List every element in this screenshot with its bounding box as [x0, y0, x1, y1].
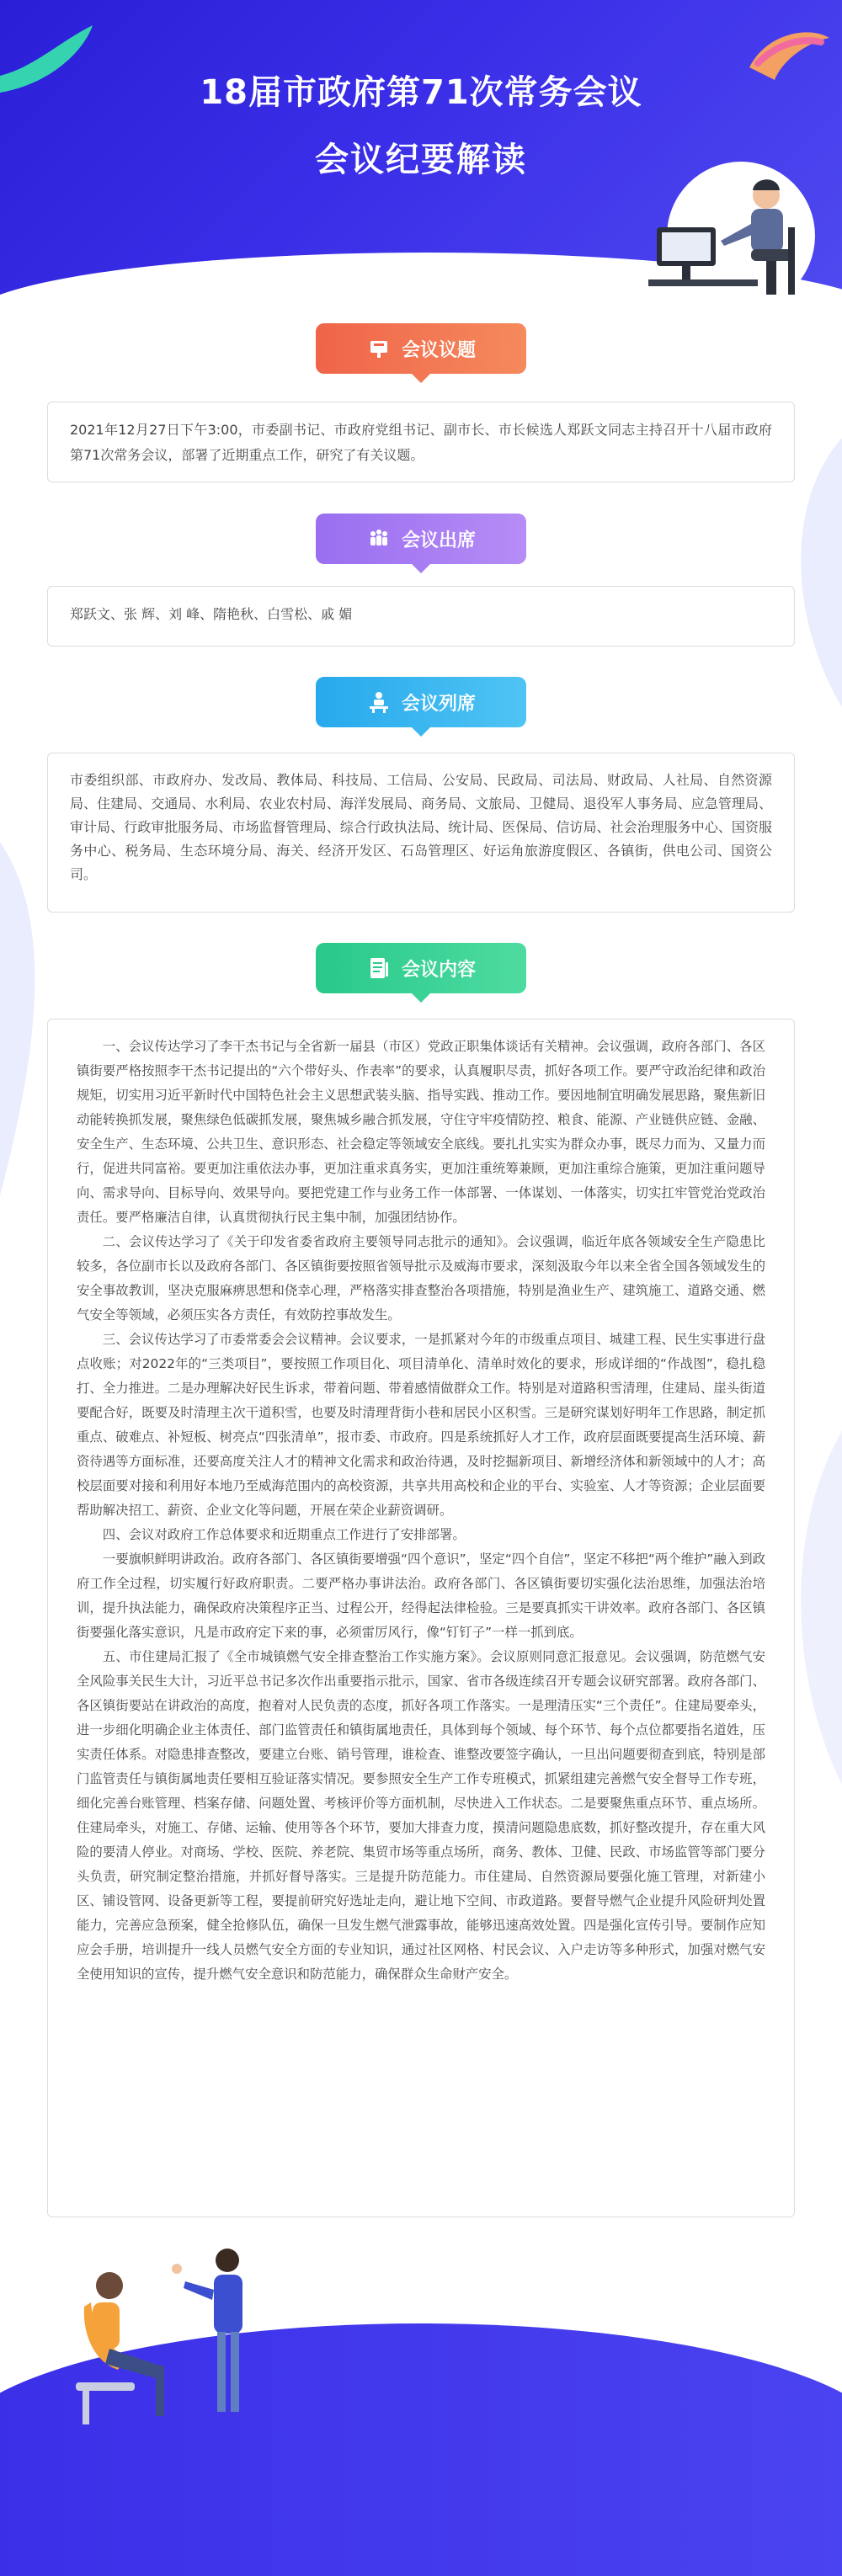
- topic-box: [47, 402, 795, 482]
- header-banner: [0, 0, 842, 311]
- left-blob-decoration: [0, 842, 51, 1195]
- content-box: [47, 1019, 795, 2217]
- section-header-content: [316, 943, 526, 993]
- section-title-attendees: 会议出席: [401, 530, 476, 551]
- section-title-content: 会议内容: [401, 959, 476, 981]
- footer-wave: [0, 2323, 842, 2576]
- section-header-topic: [316, 323, 526, 374]
- content-paragraph: 一、会议传达学习了李干杰书记与全省新一届县（市区）党政正职集体谈话有关精神。会议强调，政府各部门、各区镇街要严格按照李干杰书记提出的“六个带好头、作表率”的要求，认真履职尽责，抓好各项工作。要严守政治纪律和政治规矩，切实用习近平新时代中国特色社会主义思想武装头脑、指导实践、推动工作。要因地制宜明确发展思路，聚焦新旧动能转换抓发展，聚焦绿色低碳抓发展，聚焦城乡融合抓发展，守住守牢疫情防控、粮食、能源、产业链供应链、金融、安全生产、生态环境、公共卫生、意识形态、社会稳定等领域安全底线。要扎扎实实为群众办事，既尽力而为、又量力而行，促进共同富裕。要更加注重依法办事，更加注重求真务实，更加注重统筹兼顾，更加注重综合施策，更加注重问题导向、需求导向、目标导向、效果导向。要把党建工作与业务工作一体部署、一体谋划、一体落实，切实扛牢管党治党政治责任。要严格廉洁自律，认真贯彻执行民主集中制，加强团结协作。: [77, 1039, 765, 1225]
- content-paragraph: 一要旗帜鲜明讲政治。政府各部门、各区镇街要增强“四个意识”，坚定“四个自信”，坚定不移把“两个维护”融入到政府工作全过程，切实履行好政府职责。二要严格办事讲法治。政府各部门、各区镇街要切实强化法治思维，加强法治培训，提升执法能力，确保政府决策程序正当、过程公开，经得起法律检验。三是要真抓实干讲效率。政府各部门、各区镇街要强化落实意识，凡是市政府定下来的事，必须雷厉风行，像“钉钉子”一样一抓到底。: [77, 1551, 765, 1640]
- observers-text: 市委组织部、市政府办、发改局、教体局、科技局、工信局、公安局、民政局、司法局、财政局、人社局、自然资源局、住建局、交通局、水利局、农业农村局、海洋发展局、商务局、文旅局、卫健局、退役军人事务局、应急管理局、审计局、行政审批服务局、市场监督管理局、综合行政执法局、统计局、医保局、信访局、社会治理服务中心、国资服务中心、税务局、生态环境分局、海关、经济开发区、石岛管理区、好运角旅游度假区、各镇街，供电公司、国资公司。: [70, 772, 772, 882]
- attendees-box: [47, 586, 795, 647]
- topic-text: 2021年12月27日下午3:00，市委副书记、市政府党组书记、副市长、市长候选人郑跃文同志主持召开十八届市政府第71次常务会议，部署了近期重点工作，研究了有关议题。: [70, 422, 772, 463]
- presenter-icon: [366, 689, 392, 715]
- section-header-attendees: [316, 514, 526, 564]
- header-wave: [0, 253, 842, 311]
- content-paragraph: 五、市住建局汇报了《全市城镇燃气安全排查整治工作实施方案》。会议原则同意汇报意见。会议强调，防范燃气安全风险事关民生大计，习近平总书记多次作出重要指示批示，国家、省市各级连续召开专题会议研究部署。政府各部门、各区镇街要站在讲政治的高度，抱着对人民负责的态度，抓好各项工作落实。一是理清压实“三个责任”。住建局要牵头，进一步细化明确企业主体责任、部门监管责任和镇街属地责任，具体到每个领域、每个环节、每个点位都要指名道姓，压实责任体系。对隐患排查整改，要建立台账、销号管理，谁检查、谁整改要签字确认，一旦出问题要彻查到底，特别是部门监管责任与镇街属地责任要相互验证落实情况。要参照安全生产工作专班模式，抓紧组建完善燃气安全督导工作专班，细化完善台账管理、档案存储、问题处置、考核评价等方面机制，尽快进入工作状态。二是要聚焦重点环节、重点场所。住建局牵头，对施工、存储、运输、使用等各个环节，要加大排查力度，摸清问题隐患底数，抓好整改提升，存在重大风险的要清人停业。对商场、学校、医院、养老院、集贸市场等重点场所，商务、教体、卫健、民政、市场监管等部门要分头负责，研究制定整治措施，并抓好督导落实。三是提升防范能力。市住建局、自然资源局要强化施工管理，对新建小区、铺设管网、设备更新等工程，要提前研究好选址走向，避让地下空间、市政道路。要督导燃气企业提升风险研判处置能力，完善应急预案，健全抢修队伍，确保一旦发生燃气泄露事故，能够迅速高效处置。四是强化宣传引导。要制作应知应会手册，培训提升一线人员燃气安全方面的专业知识，通过社区网格、村民会议、入户走访等多种形式，加强对燃气安全使用知识的宣传，提升燃气安全意识和防范能力，确保群众生命财产安全。: [77, 1649, 765, 1982]
- people-icon: [366, 526, 392, 551]
- section-title-topic: 会议议题: [401, 339, 476, 361]
- page-subtitle: 会议纪要解读: [315, 141, 527, 179]
- section-header-observers: [316, 677, 526, 727]
- observers-box: [47, 753, 795, 913]
- content-paragraph: 三、会议传达学习了市委常委会会议精神。会议要求，一是抓紧对今年的市级重点项目、城建工程、民生实事进行盘点收账；对2022年的“三类项目”，要按照工作项目化、项目清单化、清单时效化的要求，形成详细的“作战图”，稳扎稳打、全力推进。二是办理解决好民生诉求，带着问题、带着感情做群众工作。特别是对道路积雪清理，住建局、崖头街道要配合好，既要及时清理主次干道积雪，也要及时清理背街小巷和居民小区积雪。三是研究谋划好明年工作思路，制定抓重点、破难点、补短板、树亮点“四张清单”，报市委、市政府。四是系统抓好人才工作，政府层面既要提高生活环境、薪资待遇等方面标准，还要高度关注人才的精神文化需求和政治待遇，及时挖掘新项目、新增经济体和新领域中的人才；高校层面要对接和利用好本地乃至威海范围内的高校资源，共享共用高校和企业的平台、实验室、人才等资源；企业层面要帮助解决招工、薪资、企业文化等问题，开展在荣企业薪资调研。: [77, 1332, 765, 1518]
- document-icon: [366, 955, 392, 981]
- page-title: 18届市政府第71次常务会议: [200, 73, 642, 112]
- section-title-observers: 会议列席: [401, 693, 476, 715]
- content-paragraph: 四、会议对政府工作总体要求和近期重点工作进行了安排部署。: [102, 1527, 466, 1542]
- content-paragraph: 二、会议传达学习了《关于印发省委省政府主要领导同志批示的通知》。会议强调，临近年底各领域安全生产隐患比较多，各位副市长以及政府各部门、各区镇街要按照省领导批示及威海市要求，深刻汲取今年以来全省全国各领域发生的安全事故教训，坚决克服麻痹思想和侥幸心理，严格落实排查整治各项措施，特别是渔业生产、建筑施工、道路交通、燃气安全等领域，必须压实各方责任，有效防控事故发生。: [77, 1234, 765, 1323]
- attendees-text: 郑跃文、张 辉、刘 峰、隋艳秋、白雪松、戚 媚: [70, 606, 353, 622]
- podium-icon: [366, 336, 392, 361]
